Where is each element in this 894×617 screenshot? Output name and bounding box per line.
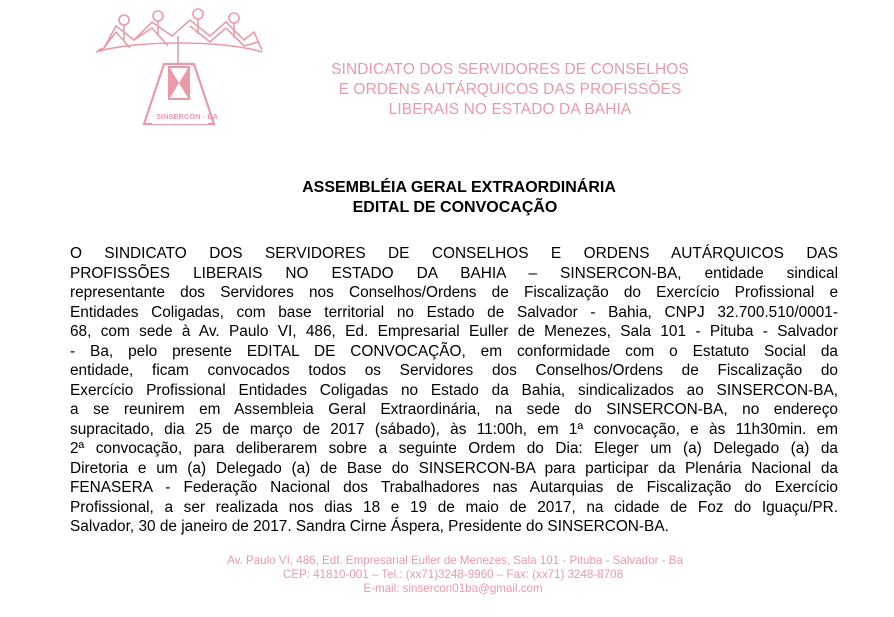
body-line: 68, com sede à Av. Paulo VI, 486, Ed. Empresarial Euller de Menezes, Sala 101 - Pituba - Salvador (70, 323, 838, 340)
body-line: Diretoria e um (a) Delegado (a) de Base do SINSERCON-BA para participar da Plenária Nacional da (70, 459, 838, 477)
body-line: Exercício Profissional Entidades Coligadas no Estado da Bahia, sindicalizados ao SINSERCON-BA, (70, 381, 838, 399)
body-line: representante dos Servidores nos Conselhos/Ordens de Fiscalização do Exercício Profissional e (70, 284, 838, 301)
body-line: FENASERA - Federação Nacional dos Trabalhadores nas Autarquias de Fiscalização do Exercício (70, 479, 838, 496)
page-footer (0, 554, 894, 596)
body-line: Salvador, 30 de janeiro de 2017. Sandra Cirne Áspera, Presidente do SINSERCON-BA. (70, 518, 669, 535)
sinsercon-logo (94, 6, 264, 134)
document-title (0, 178, 894, 218)
footer-contacts: CEP: 41810-001 – Tel.: (xx71)3248-9960 – Fax: (xx71) 3248-8708 (282, 568, 624, 581)
logo-text: SINSERCON - BA (156, 112, 219, 121)
body-line: Entidades Coligadas, com base territorial no Estado de Salvador - Bahia, CNPJ 32.700.510/0001- (70, 303, 838, 321)
org-name-line: SINDICATO DOS SERVIDORES DE CONSELHOS (331, 61, 689, 78)
body-line: supracitado, dia 25 de março de 2017 (sábado), às 11:00h, em 1ª convocação, e às 11h30min. em (70, 420, 838, 438)
body-line: entidade, ficam convocados todos os Servidores dos Conselhos/Ordens de Fiscalização do (70, 362, 838, 379)
footer-address: Av. Paulo VI, 486, Edf. Empresarial Euller de Menezes, Sala 101 - Pituba - Salvador - Ba (227, 554, 683, 567)
body-line: O SINDICATO DOS SERVIDORES DE CONSELHOS E ORDENS AUTÁRQUICOS DAS (70, 245, 838, 262)
org-name-line: LIBERAIS NO ESTADO DA BAHIA (388, 101, 632, 118)
body-line: Profissional, a ser realizada nos dias 18 e 19 de maio de 2017, na cidade de Foz do Iguaçu/PR. (70, 498, 838, 516)
body-line: - Ba, pelo presente EDITAL DE CONVOCAÇÃO, em conformidade com o Estatuto Social da (70, 342, 838, 360)
convocation-body (70, 244, 838, 537)
organization-name (300, 60, 720, 120)
body-line: 2ª convocação, para deliberarem sobre a seguinte Ordem do Dia: Eleger um (a) Delegado (a) da (70, 440, 838, 457)
title-line-2: EDITAL DE CONVOCAÇÃO (352, 199, 558, 216)
body-line: PROFISSÕES LIBERAIS NO ESTADO DA BAHIA – SINSERCON-BA, entidade sindical (70, 264, 838, 282)
footer-email: E-mail: sinsercon01ba@gmail.com (363, 582, 543, 595)
title-line-1: ASSEMBLÉIA GERAL EXTRAORDINÁRIA (302, 179, 616, 196)
org-name-line: E ORDENS AUTÁRQUICOS DAS PROFISSÕES (338, 81, 682, 98)
body-line: a se reunirem em Assembleia Geral Extraordinária, na sede do SINSERCON-BA, no endereço (70, 401, 838, 418)
